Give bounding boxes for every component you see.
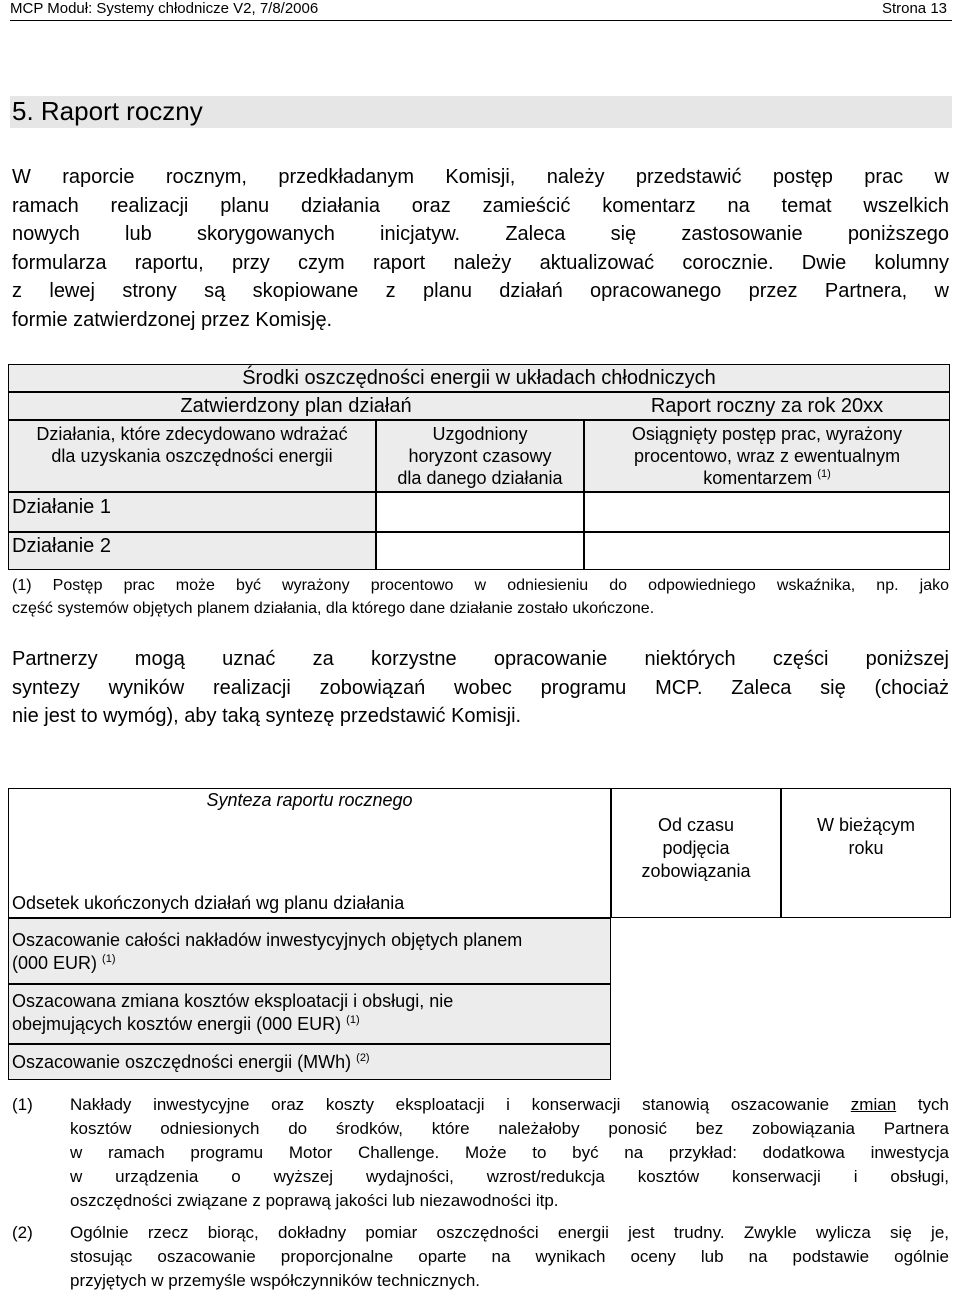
label-line: dla uzyskania oszczędności energii bbox=[51, 446, 333, 466]
text-line: Partnerzy mogą uznać za korzystne opracowanie niektórych części poniższej bbox=[12, 648, 949, 670]
footnote-ref: (1) bbox=[346, 1014, 360, 1026]
summary-row-2-label bbox=[12, 929, 522, 975]
text-line: z lewej strony są skopiowane z planu działań opracowanego przez Partnera, w bbox=[12, 280, 949, 302]
intro-paragraph bbox=[12, 163, 949, 334]
label-line: Osiągnięty postęp prac, wyrażony bbox=[631, 424, 903, 444]
label-line: Działania, które zdecydowano wdrażać bbox=[36, 424, 348, 444]
col-current-label bbox=[781, 814, 951, 860]
table1-title: Środki oszczędności energii w układach chłodniczych bbox=[242, 367, 716, 389]
label-text: komentarzem bbox=[703, 468, 813, 488]
summary-footnote-2 bbox=[12, 1221, 949, 1293]
text-line: ramach realizacji planu działania oraz zamieścić komentarz na temat wszelkich bbox=[12, 194, 949, 217]
text-line: W raporcie rocznym, przedkładanym Komisji, należy przedstawić postęp prac w bbox=[12, 166, 949, 188]
col-actions-label bbox=[8, 423, 376, 467]
label-line: horyzont czasowy bbox=[408, 446, 552, 466]
footnote-ref: (2) bbox=[356, 1052, 370, 1064]
text-line: kosztów odniesionych do środków, które należałoby ponosić bez zobowiązania Partnera bbox=[70, 1119, 949, 1138]
text-line: stosując oszacowanie proporcjonalne oparte na wynikach oceny lub na podstawie ogólnie bbox=[70, 1247, 949, 1266]
label-line: roku bbox=[848, 838, 884, 858]
text-line: nie jest to wymóg), aby taką syntezę przedstawić Komisji. bbox=[12, 705, 522, 727]
footnote-number: (2) bbox=[12, 1223, 33, 1242]
label-line bbox=[12, 1013, 453, 1036]
label-line: podjęcia bbox=[662, 838, 730, 858]
label-line: Od czasu bbox=[657, 815, 735, 835]
plan-header: Zatwierdzony plan działań bbox=[180, 395, 412, 417]
summary-row-4-label bbox=[12, 1051, 370, 1074]
label-line: procentowo, wraz z ewentualnym bbox=[633, 446, 901, 466]
label-text: (000 EUR) bbox=[12, 953, 98, 973]
label-line: dla danego działania bbox=[397, 468, 563, 488]
label-line: zobowiązania bbox=[641, 861, 751, 881]
col-progress-label bbox=[584, 423, 950, 489]
col-since-label bbox=[611, 814, 781, 883]
page-number: Strona 13 bbox=[881, 0, 947, 17]
text-line: (1) Postęp prac może być wyrażony procentowo w odniesieniu do odpowiedniego wskaźnika, np. jako bbox=[12, 577, 949, 594]
footnote-body bbox=[70, 1093, 949, 1213]
text-line: Nakłady inwestycyjne oraz koszty eksploatacji i konserwacji stanowią oszacowanie zmian tych bbox=[70, 1095, 949, 1114]
underlined-word: zmian bbox=[850, 1095, 897, 1114]
text-line: formularza raportu, przy czym raport należy aktualizować corocznie. Dwie kolumny bbox=[12, 251, 949, 274]
header-rule bbox=[10, 20, 952, 21]
partners-paragraph bbox=[12, 645, 949, 731]
text-line: w urządzenia o wyższej wydajności, wzrost/redukcja kosztów konserwacji i obsługi, bbox=[70, 1167, 949, 1186]
summary-title-text: Synteza raportu rocznego bbox=[206, 790, 413, 810]
text-line: część systemów objętych planem działania, dla którego dane działanie zostało ukończone. bbox=[12, 600, 655, 617]
label-line bbox=[12, 952, 522, 975]
row-action-2-horizon-cell bbox=[376, 532, 584, 570]
label-line: Oszacowanie całości nakładów inwestycyjnych objętych planem bbox=[12, 930, 523, 950]
row-action-1-label: Działanie 1 bbox=[12, 496, 111, 518]
col-horizon-label bbox=[376, 423, 584, 489]
footnote-number: (1) bbox=[12, 1095, 33, 1114]
footnote-ref: (1) bbox=[102, 953, 116, 965]
text-line: przyjętych w przemyśle współczynników technicznych. bbox=[70, 1271, 481, 1290]
label-line bbox=[584, 467, 950, 489]
summary-row-1-label: Odsetek ukończonych działań wg planu działania bbox=[12, 893, 405, 913]
text-line: formie zatwierdzonej przez Komisję. bbox=[12, 308, 333, 331]
text-line: oszczędności związane z poprawą jakości lub niezawodności itp. bbox=[70, 1191, 559, 1210]
footnote-ref: (1) bbox=[817, 468, 831, 480]
text-line: w ramach programu Motor Challenge. Może to być na przykład: dodatkowa inwestycja bbox=[70, 1143, 949, 1162]
footnote-body bbox=[70, 1221, 949, 1293]
label-text: Oszacowanie oszczędności energii (MWh) bbox=[12, 1052, 352, 1072]
document-header-title: MCP Moduł: Systemy chłodnicze V2, 7/8/2006 bbox=[10, 0, 319, 17]
text-line: Ogólnie rzecz biorąc, dokładny pomiar oszczędności energii jest trudny. Zwykle wylicza się je, bbox=[70, 1223, 949, 1242]
row-action-1-horizon-cell bbox=[376, 492, 584, 532]
row-action-2-progress-cell bbox=[584, 532, 950, 570]
summary-row-3-label bbox=[12, 990, 453, 1036]
label-line: Uzgodniony bbox=[432, 424, 528, 444]
text-line: syntezy wyników realizacji zobowiązań wobec programu MCP. Zaleca się (chociaż bbox=[12, 676, 949, 699]
label-line: W bieżącym bbox=[816, 815, 915, 835]
section-title: 5. Raport roczny bbox=[12, 96, 203, 126]
label-line: Oszacowana zmiana kosztów eksploatacji i obsługi, nie bbox=[12, 991, 454, 1011]
summary-footnote-1 bbox=[12, 1093, 949, 1213]
summary-title bbox=[8, 789, 611, 812]
report-header: Raport roczny za rok 20xx bbox=[650, 395, 884, 417]
label-text: obejmujących kosztów energii (000 EUR) bbox=[12, 1014, 342, 1034]
row-action-2-label: Działanie 2 bbox=[12, 535, 111, 557]
text-line: nowych lub skorygowanych inicjatyw. Zaleca się zastosowanie poniższego bbox=[12, 223, 949, 245]
row-action-1-progress-cell bbox=[584, 492, 950, 532]
table1-footnote bbox=[12, 574, 949, 620]
